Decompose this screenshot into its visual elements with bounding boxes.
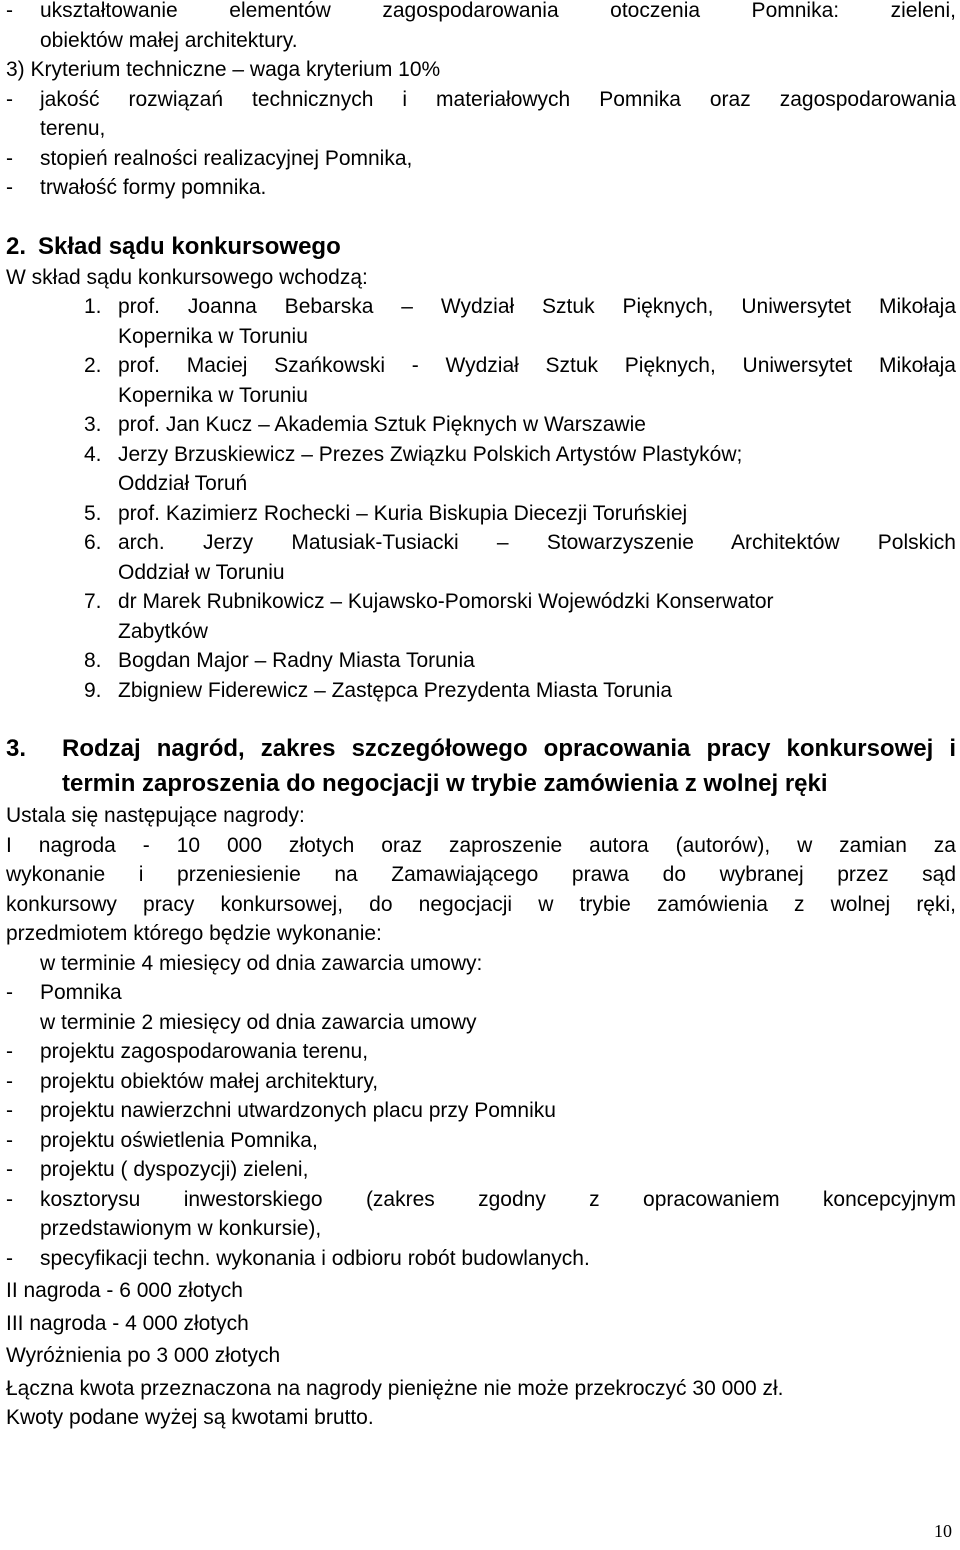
term-heading: w terminie 4 miesięcy od dnia zawarcia umowy: xyxy=(40,951,483,975)
term-heading: w terminie 2 miesięcy od dnia zawarcia umowy xyxy=(40,1010,477,1034)
list-item xyxy=(6,351,956,381)
paragraph-line: przedmiotem którego będzie wykonanie: xyxy=(6,922,382,945)
prize-1-paragraph xyxy=(6,831,956,949)
paragraph-line: I nagroda - 10 000 złotych oraz zaproszenie autora (autorów), w zamian za xyxy=(6,833,956,857)
list-item xyxy=(6,85,956,115)
list-number: 1. xyxy=(84,295,102,318)
list-item-text: specyfikacji techn. wykonania i odbioru robót budowlanych. xyxy=(40,1246,590,1270)
list-item xyxy=(6,1126,956,1156)
list-dash: - xyxy=(6,87,13,111)
criterion-heading: 3) Kryterium techniczne – waga kryterium 10% xyxy=(6,58,441,81)
list-dash: - xyxy=(6,1158,13,1181)
list-item xyxy=(6,144,956,174)
section-intro: W skład sądu konkursowego wchodzą: xyxy=(6,265,368,289)
list-item xyxy=(6,528,956,558)
list-item-text: trwałość formy pomnika. xyxy=(40,176,267,199)
list-item-continuation: obiektów małej architektury. xyxy=(40,28,298,52)
list-item xyxy=(6,646,956,676)
list-item xyxy=(6,587,956,617)
list-item xyxy=(6,676,956,706)
section-title: Skład sądu konkursowego xyxy=(38,232,341,260)
list-dash: - xyxy=(6,146,13,170)
list-item-text: projektu nawierzchni utwardzonych placu przy Pomniku xyxy=(40,1099,556,1122)
list-item-text: projektu ( dyspozycji) zieleni, xyxy=(40,1158,309,1181)
list-item-continuation: Zabytków xyxy=(118,619,208,643)
list-item-text: prof. Kazimierz Rochecki – Kuria Biskupia Diecezji Toruńskiej xyxy=(118,501,688,525)
list-item-continuation: terenu, xyxy=(40,117,106,140)
honors-line: Wyróżnienia po 3 000 złotych xyxy=(6,1344,281,1367)
list-item-continuation: Oddział Toruń xyxy=(118,472,248,495)
list-item xyxy=(6,1096,956,1126)
list-item-continuation: Oddział w Toruniu xyxy=(118,560,285,584)
prize-3-line: III nagroda - 4 000 złotych xyxy=(6,1311,249,1335)
list-dash: - xyxy=(6,1099,13,1122)
prize-2-line: II nagroda - 6 000 złotych xyxy=(6,1279,243,1302)
list-number: 5. xyxy=(84,501,102,525)
list-dash: - xyxy=(6,1069,13,1093)
list-item-text: jakość rozwiązań technicznych i materiałowych Pomnika oraz zagospodarowania xyxy=(40,87,956,111)
list-number: 9. xyxy=(84,678,102,702)
section-3-heading xyxy=(6,731,956,801)
list-item xyxy=(6,410,956,440)
list-item xyxy=(6,1037,956,1067)
list-number: 2. xyxy=(84,354,102,377)
list-item xyxy=(6,173,956,203)
list-number: 8. xyxy=(84,649,102,672)
list-dash: - xyxy=(6,176,13,199)
section-number: 3. xyxy=(6,735,27,762)
section-intro: Ustala się następujące nagrody: xyxy=(6,804,305,827)
list-dash: - xyxy=(6,0,13,22)
jury-list xyxy=(6,292,956,705)
list-item xyxy=(6,440,956,470)
list-item-text: Jerzy Brzuskiewicz – Prezes Związku Polskich Artystów Plastyków; xyxy=(118,442,743,466)
list-item-text: projektu zagospodarowania terenu, xyxy=(40,1040,369,1063)
section-title: Rodzaj nagród, zakres szczegółowego opracowania pracy konkursowej i termin zaproszenia do negocjacji w trybie zamówienia z wolnej ręki xyxy=(62,735,956,797)
list-dash: - xyxy=(6,1128,13,1152)
list-dash: - xyxy=(6,1187,13,1211)
list-item-text: Bogdan Major – Radny Miasta Torunia xyxy=(118,649,475,672)
list-item-text: projektu oświetlenia Pomnika, xyxy=(40,1128,318,1152)
list-dash: - xyxy=(6,981,13,1004)
document-page xyxy=(6,0,956,1433)
list-item-text: Zbigniew Fiderewicz – Zastępca Prezydenta Miasta Torunia xyxy=(118,678,673,702)
list-item xyxy=(6,0,956,26)
list-dash: - xyxy=(6,1040,13,1063)
list-item xyxy=(6,978,956,1008)
list-number: 3. xyxy=(84,413,102,436)
list-item-text: dr Marek Rubnikowicz – Kujawsko-Pomorski Wojewódzki Konserwator xyxy=(118,590,774,613)
list-item-text: prof. Jan Kucz – Akademia Sztuk Pięknych w Warszawie xyxy=(118,413,646,436)
list-item-text: projektu obiektów małej architektury, xyxy=(40,1069,379,1093)
section-2-heading xyxy=(6,231,956,263)
list-number: 6. xyxy=(84,531,102,554)
list-item-text: stopień realności realizacyjnej Pomnika, xyxy=(40,146,413,170)
list-dash: - xyxy=(6,1246,13,1270)
list-item xyxy=(6,1067,956,1097)
list-item xyxy=(6,1244,956,1274)
list-item-continuation: Kopernika w Toruniu xyxy=(118,324,308,348)
gross-note-line: Kwoty podane wyżej są kwotami brutto. xyxy=(6,1406,374,1429)
paragraph-line: wykonanie i przeniesienie na Zamawiającego prawa do wybranej przez sąd xyxy=(6,863,956,886)
list-number: 4. xyxy=(84,442,102,466)
list-item-text: arch. Jerzy Matusiak-Tusiacki – Stowarzyszenie Architektów Polskich xyxy=(118,531,956,554)
list-item-continuation: przedstawionym w konkursie), xyxy=(40,1217,322,1240)
list-item xyxy=(6,499,956,529)
total-amount-line: Łączna kwota przeznaczona na nagrody pieniężne nie może przekroczyć 30 000 zł. xyxy=(6,1376,784,1400)
paragraph-line: konkursowy pracy konkursowej, do negocjacji w trybie zamówienia z wolnej ręki, xyxy=(6,892,956,916)
section-number: 2. xyxy=(6,232,27,260)
list-item-text: prof. Joanna Bebarska – Wydział Sztuk Pięknych, Uniwersytet Mikołaja xyxy=(118,295,956,318)
list-item xyxy=(6,1155,956,1185)
list-item-text: prof. Maciej Szańkowski - Wydział Sztuk Pięknych, Uniwersytet Mikołaja xyxy=(118,354,956,377)
list-item xyxy=(6,1185,956,1215)
list-item-text: Pomnika xyxy=(40,981,122,1004)
list-item-continuation: Kopernika w Toruniu xyxy=(118,383,308,407)
list-number: 7. xyxy=(84,590,102,613)
list-item-text: kosztorysu inwestorskiego (zakres zgodny z opracowaniem koncepcyjnym xyxy=(40,1187,956,1211)
list-item-text: ukształtowanie elementów zagospodarowania otoczenia Pomnika: zieleni, xyxy=(40,0,956,22)
page-number: 10 xyxy=(934,1521,952,1541)
list-item xyxy=(6,292,956,322)
